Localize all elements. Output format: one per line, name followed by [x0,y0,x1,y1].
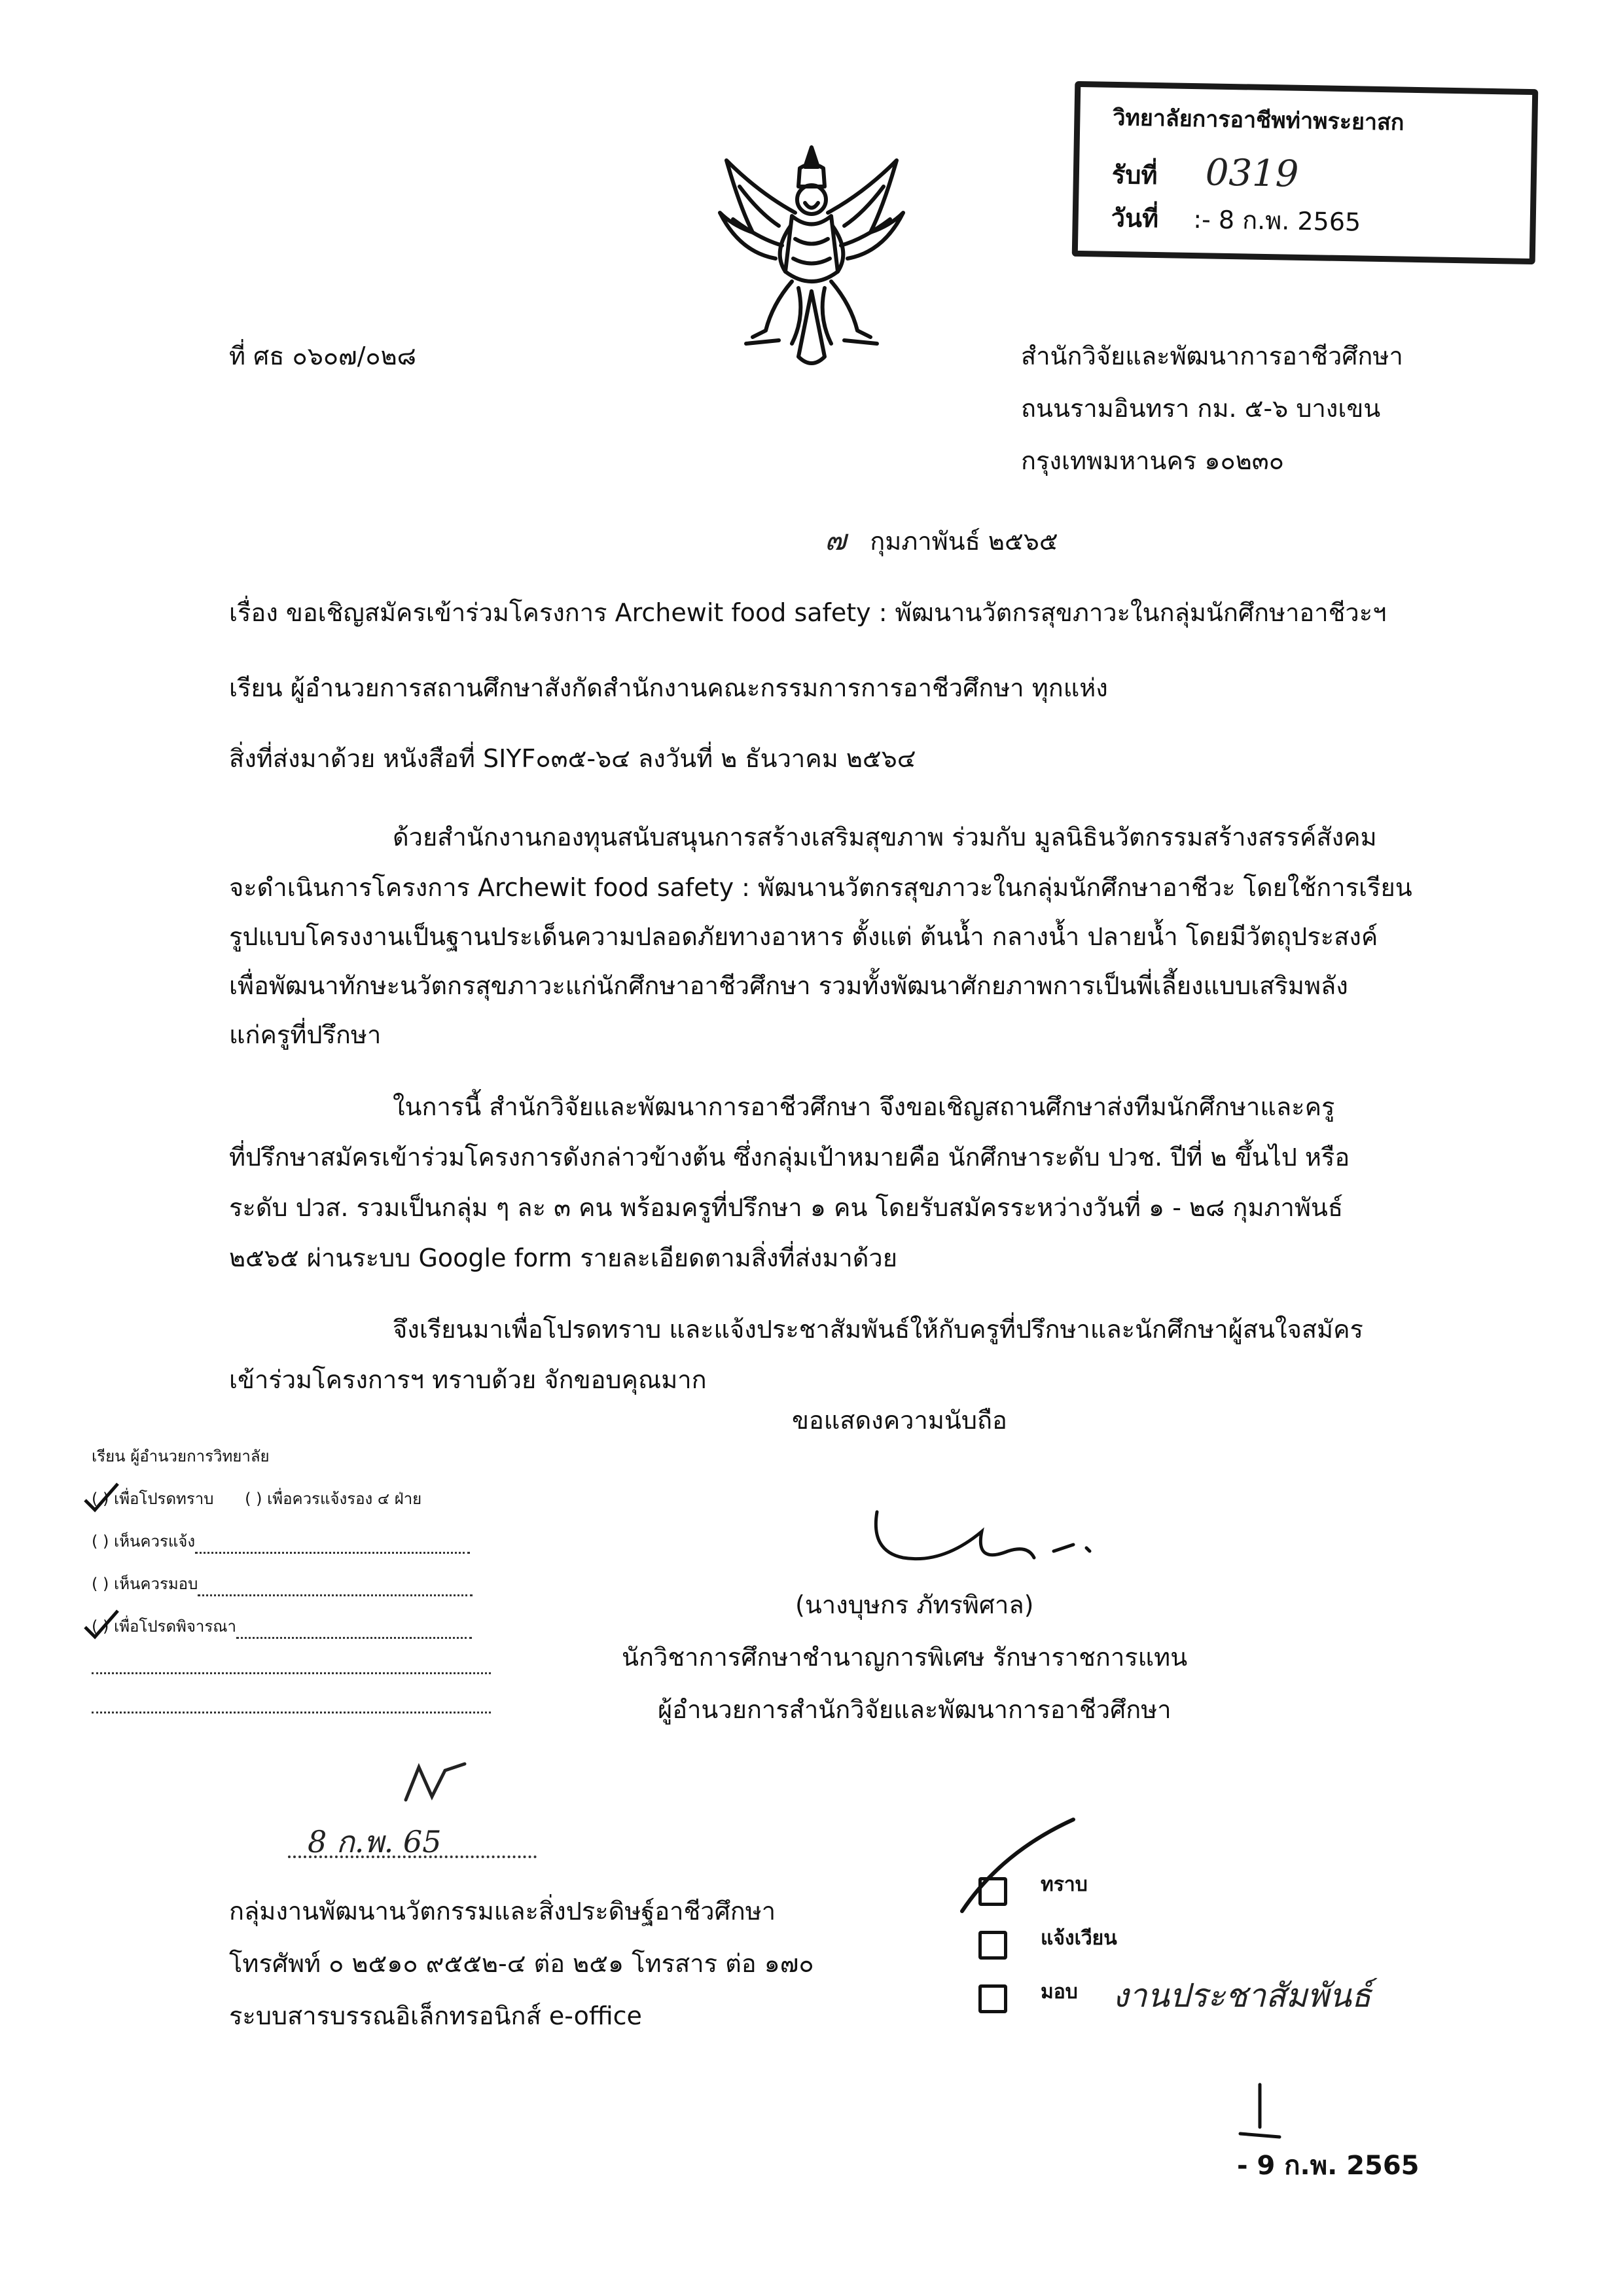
paragraph-2-line: ระดับ ปวส. รวมเป็นกลุ่ม ๆ ละ ๓ คน พร้อมครูที่ปรึกษา ๑ คน โดยรับสมัครระหว่างวันที่ ๑ - ๒๘ กุมภาพันธ์ [229,1193,1344,1222]
director-option: มอบ [1041,1981,1078,2003]
signatory-office: ผู้อำนวยการสำนักวิจัยและพัฒนาการอาชีวศึกษา [658,1695,1172,1724]
routing-option-label: ( ) เพื่อควรแจ้งรอง ๔ ฝ่าย [245,1490,422,1508]
routing-to: เรียน ผู้อำนวยการวิทยาลัย [92,1447,270,1465]
paragraph-1-line: รูปแบบโครงงานเป็นฐานประเด็นความปลอดภัยทางอาหาร ตั้งแต่ ต้นน้ำ กลางน้ำ ปลายน้ำ โดยมีวัตถุประสงค์ [229,922,1378,951]
director-option: ทราบ [1041,1873,1088,1896]
routing-blank-line [92,1656,491,1674]
recipient-line: เรียน ผู้อำนวยการสถานศึกษาสังกัดสำนักงานคณะกรรมการการอาชีวศึกษา ทุกแห่ง [229,673,1108,702]
letter-date [825,524,1058,558]
footer-department: กลุ่มงานพัฒนานวัตกรรมและสิ่งประดิษฐ์อาชีวศึกษา [229,1897,776,1926]
date-underline [288,1856,537,1858]
director-date: - 9 ก.พ. 2565 [1237,2151,1420,2181]
stamp-number-row [1111,150,1298,198]
handwritten-receive-date: 8 ก.พ. 65 [308,1824,442,1859]
stamp-number-value: 0319 [1205,151,1299,196]
director-check-stroke-icon [949,1813,1080,1920]
routing-blank-line [92,1695,491,1713]
paragraph-1-line: แก่ครูที่ปรึกษา [229,1020,382,1049]
stamp-date-value: :- 8 ก.พ. 2565 [1192,205,1361,237]
routing-option-label: ( ) เพื่อโปรดทราบ [92,1490,214,1508]
checkbox [978,1931,1007,1960]
subject-line: เรื่อง ขอเชิญสมัครเข้าร่วมโครงการ Archewit food safety : พัฒนานวัตกรสุขภาวะในกลุ่มนักศึกษาอาชีวะฯ [229,598,1387,627]
paragraph-2-line: ในการนี้ สำนักวิจัยและพัฒนาการอาชีวศึกษา จึงขอเชิญสถานศึกษาส่งทีมนักศึกษาและครู [393,1092,1335,1121]
enclosure-line: สิ่งที่ส่งมาด้วย หนังสือที่ SIYF๐๓๕-๖๔ ลงวันที่ ๒ ธันวาคม ๒๕๖๔ [229,744,916,773]
paragraph-1-line: ด้วยสำนักงานกองทุนสนับสนุนการสร้างเสริมสุขภาพ ร่วมกับ มูลนิธินวัตกรรมสร้างสรรค์สังคม [393,823,1377,852]
paragraph-1-line: เพื่อพัฒนาทักษะนวัตกรสุขภาวะแก่นักศึกษาอาชีวศึกษา รวมทั้งพัฒนาศักยภาพการเป็นพี่เลี้ยงแบบเสริมพลัง [229,971,1348,1000]
address-line-2: ถนนรามอินทรา กม. ๕-๖ บางเขน [1021,394,1381,423]
routing-option-label: ( ) เห็นควรมอบ [92,1575,198,1593]
address-line-3: กรุงเทพมหานคร ๑๐๒๓๐ [1021,446,1284,475]
routing-option [92,1528,470,1554]
signature-icon [864,1486,1100,1587]
paragraph-3-line: เข้าร่วมโครงการฯ ทราบด้วย จักขอบคุณมาก [229,1365,707,1394]
check-mark-icon [82,1480,121,1516]
check-mark-icon [82,1607,121,1643]
document-number: ที่ ศธ ๐๖๐๗/๐๒๘ [229,342,416,370]
paragraph-2-line: ที่ปรึกษาสมัครเข้าร่วมโครงการดังกล่าวข้างต้น ซึ่งกลุ่มเป้าหมายคือ นักศึกษาระดับ ปวช. ปีที่ ๒ ขึ้นไป หรือ [229,1143,1350,1172]
routing-option-label: ( ) เพื่อโปรดพิจารณา [92,1617,237,1636]
closing: ขอแสดงความนับถือ [792,1406,1007,1435]
routing-option [92,1486,421,1511]
footer-system: ระบบสารบรรณอิเล็กทรอนิกส์ e-office [229,2001,642,2030]
letter-date-day: ๗ [825,524,847,557]
routing-option [92,1571,473,1596]
signatory-name: (นางบุษกร ภัทรพิศาล) [795,1590,1034,1619]
stamp-date-label: วันที่ [1111,203,1159,234]
garuda-emblem-icon [713,141,910,376]
checkbox [978,1984,1007,2013]
stamp-number-label: รับที่ [1111,160,1158,190]
handwritten-initial-icon [399,1761,471,1809]
address-line-1: สำนักวิจัยและพัฒนาการอาชีวศึกษา [1021,342,1403,370]
routing-option [92,1613,472,1639]
paragraph-1-line: จะดำเนินการโครงการ Archewit food safety : พัฒนานวัตกรสุขภาวะในกลุ่มนักศึกษาอาชีวะ โดยใช้การเรียน [229,873,1412,902]
footer-phone: โทรศัพท์ ๐ ๒๕๑๐ ๙๕๕๒-๔ ต่อ ๒๕๑ โทรสาร ต่อ ๑๗๐ [229,1949,814,1978]
routing-option-label: ( ) เห็นควรแจ้ง [92,1532,196,1551]
paragraph-2-line: ๒๕๖๕ ผ่านระบบ Google form รายละเอียดตามสิ่งที่ส่งมาด้วย [229,1244,897,1272]
letter-date-month-year: กุมภาพันธ์ ๒๕๖๕ [870,527,1058,556]
stamp-title: วิทยาลัยการอาชีพท่าพระยาสก [1113,104,1404,136]
signatory-position: นักวิชาการศึกษาชำนาญการพิเศษ รักษาราชการแทน [622,1643,1188,1672]
paragraph-3-line: จึงเรียนมาเพื่อโปรดทราบ และแจ้งประชาสัมพันธ์ให้กับครูที่ปรึกษาและนักศึกษาผู้สนใจสมัคร [393,1315,1363,1344]
receipt-stamp [1072,81,1539,264]
director-handwritten-note: งานประชาสัมพันธ์ [1113,1977,1372,2015]
director-option: แจ้งเวียน [1041,1927,1117,1950]
stamp-date-row [1111,198,1361,242]
director-initial-icon [1237,2081,1283,2143]
